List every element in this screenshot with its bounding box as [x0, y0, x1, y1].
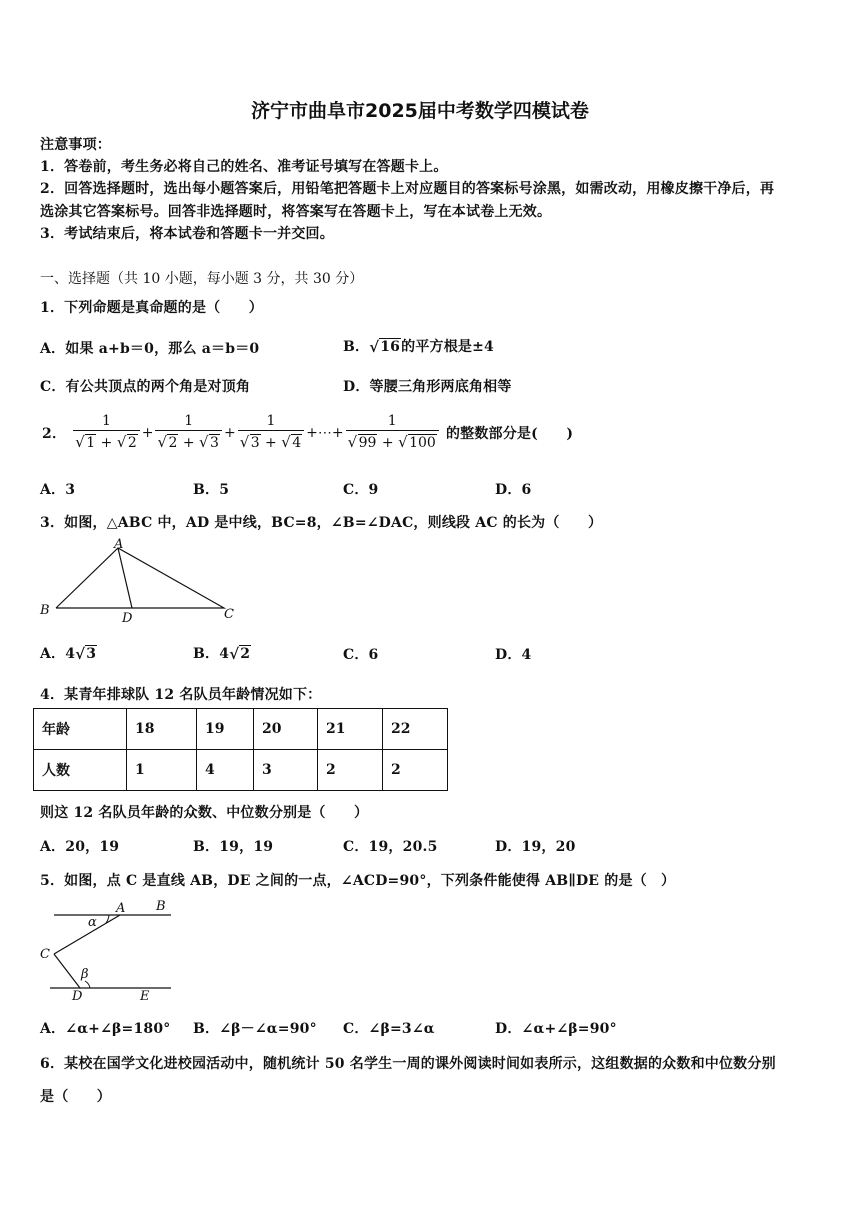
q2-expression: 2． 1 √ 1 + √ 2 + 1 √ 2 + √ 3 + 1 √ 3 + √ 4 +⋯+ 1 √ 99 + √ 100 的整数部分是( )	[40, 412, 575, 453]
q2-fraction-1-numerator: 1	[102, 413, 111, 429]
q2-fraction-4-denominator: √ 99 + √ 100	[346, 430, 439, 453]
q2-ellipsis: +⋯+	[306, 424, 344, 441]
q5-label-a: A	[116, 901, 126, 916]
radicand: 4	[292, 435, 302, 451]
sqrt-icon	[369, 339, 401, 355]
q6-stem-line-2: 是（ ）	[40, 1089, 111, 1105]
table-cell: 2	[383, 750, 448, 791]
q4-option-c: C．19，20.5	[343, 839, 438, 855]
table-cell: 21	[318, 709, 383, 750]
radicand: 99	[358, 435, 377, 451]
table-cell: 1	[127, 750, 197, 791]
table-cell: 人数	[34, 750, 127, 791]
q1-option-c: C．有公共顶点的两个角是对顶角	[40, 379, 251, 395]
q3-option-b-radicand: 2	[240, 646, 251, 662]
notice-item-2a: 2．回答选择题时，选出每小题答案后，用铅笔把答题卡上对应题目的答案标号涂黑，如需改动，用橡皮擦干净后，再	[40, 181, 775, 197]
q2-fraction-2	[155, 412, 221, 453]
q4-stem: 4．某青年排球队 12 名队员年龄情况如下：	[40, 687, 322, 703]
q3-label-c: C	[224, 607, 234, 622]
radicand: 3	[210, 435, 219, 451]
q3-label-d: D	[122, 611, 133, 626]
q2-fraction-3	[238, 412, 304, 453]
q2-option-d: D．6	[495, 482, 532, 498]
q2-fraction-1-denominator: √ 1 + √ 2	[73, 430, 139, 453]
q3-label-a: A	[114, 538, 124, 552]
q5-label-e: E	[140, 989, 150, 1004]
q2-option-a: A．3	[40, 482, 76, 498]
q5-stem: 5．如图，点 C 是直线 AB，DE 之间的一点，∠ACD=90°，下列条件能使得 AB∥DE 的是（ ）	[40, 873, 676, 889]
q5-option-d: D．∠α+∠β=90°	[495, 1021, 617, 1037]
q5-option-b: B．∠β－∠α=90°	[193, 1021, 317, 1037]
q1-stem: 1．下列命题是真命题的是（ ）	[40, 300, 263, 316]
q5-parallel-lines-figure	[36, 896, 186, 1006]
table-cell: 22	[383, 709, 448, 750]
table-cell: 18	[127, 709, 197, 750]
radicand: 1	[86, 435, 96, 451]
exam-title: 济宁市曲阜市2025届中考数学四模试卷	[251, 100, 589, 122]
q4-option-d: D．19，20	[495, 839, 576, 855]
table-cell: 3	[254, 750, 318, 791]
q1-option-a: A．如果 a+b＝0，那么 a＝b＝0	[40, 341, 260, 357]
q3-option-b	[193, 643, 251, 663]
radicand: 2	[168, 435, 178, 451]
q3-triangle-figure	[36, 538, 246, 628]
notice-item-1: 1．答卷前，考生务必将自己的姓名、准考证号填写在答题卡上。	[40, 159, 448, 175]
notice-item-3: 3．考试结束后，将本试卷和答题卡一并交回。	[40, 226, 334, 242]
q2-number: 2．	[42, 425, 67, 442]
table-cell: 19	[197, 709, 254, 750]
q2-tail: 的整数部分是( )	[445, 425, 574, 442]
q2-option-c: C．9	[343, 482, 379, 498]
q4-option-b: B．19，19	[193, 839, 274, 855]
q2-fraction-4	[346, 412, 439, 453]
q2-fraction-1	[73, 412, 139, 453]
q3-option-d: D．4	[495, 647, 532, 663]
q2-fraction-3-denominator: √ 3 + √ 4	[238, 430, 304, 453]
sqrt-icon	[75, 646, 97, 662]
q1-option-b-text: 的平方根是±4	[401, 339, 494, 355]
q2-fraction-3-numerator: 1	[266, 413, 276, 429]
notice-heading: 注意事项：	[40, 137, 111, 153]
q6-stem-line-1: 6．某校在国学文化进校园活动中，随机统计 50 名学生一周的课外阅读时间如表所示，这组数据的众数和中位数分别	[40, 1056, 776, 1072]
q2-fraction-4-numerator: 1	[387, 413, 397, 429]
section-heading: 一、选择题（共 10 小题，每小题 3 分，共 30 分）	[40, 271, 364, 287]
q3-stem: 3．如图，△ABC 中，AD 是中线，BC=8，∠B=∠DAC，则线段 AC 的长为（ ）	[40, 515, 603, 531]
q5-option-a: A．∠α+∠β=180°	[40, 1021, 171, 1037]
q5-label-b: B	[156, 899, 166, 914]
q2-option-b: B．5	[193, 482, 230, 498]
q3-option-c: C．6	[343, 647, 379, 663]
table-cell: 20	[254, 709, 318, 750]
q5-label-alpha: α	[88, 915, 97, 930]
q3-label-b: B	[40, 603, 50, 618]
q5-label-c: C	[40, 947, 50, 962]
q3-option-b-text: B．4	[193, 646, 230, 662]
q4-age-table	[33, 708, 448, 791]
sqrt-icon	[229, 646, 251, 662]
q3-option-a-radicand: 3	[86, 646, 97, 662]
radicand: 2	[127, 435, 137, 451]
q3-option-a-text: A．4	[40, 646, 76, 662]
table-cell: 2	[318, 750, 383, 791]
table-cell: 4	[197, 750, 254, 791]
q2-fraction-2-numerator: 1	[184, 413, 194, 429]
q4-option-a: A．20，19	[40, 839, 120, 855]
table-cell: 年龄	[34, 709, 127, 750]
q1-option-b	[343, 336, 494, 356]
q5-label-d: D	[72, 989, 83, 1004]
q1-option-d: D．等腰三角形两底角相等	[343, 379, 512, 395]
notice-item-2b: 选涂其它答案标号。回答非选择题时，将答案写在答题卡上，写在本试卷上无效。	[40, 204, 552, 220]
radicand: 100	[409, 435, 436, 451]
table-row	[34, 709, 448, 750]
q5-label-beta: β	[81, 967, 89, 982]
radicand: 3	[250, 435, 260, 451]
q1-option-b-radicand: 16	[380, 339, 401, 355]
q1-option-b-label: B．	[343, 339, 370, 355]
q2-fraction-2-denominator: √ 2 + √ 3	[155, 430, 221, 453]
q4-question: 则这 12 名队员年龄的众数、中位数分别是（ ）	[40, 805, 369, 821]
q3-option-a	[40, 643, 97, 663]
q5-option-c: C．∠β=3∠α	[343, 1021, 435, 1037]
table-row	[34, 750, 448, 791]
